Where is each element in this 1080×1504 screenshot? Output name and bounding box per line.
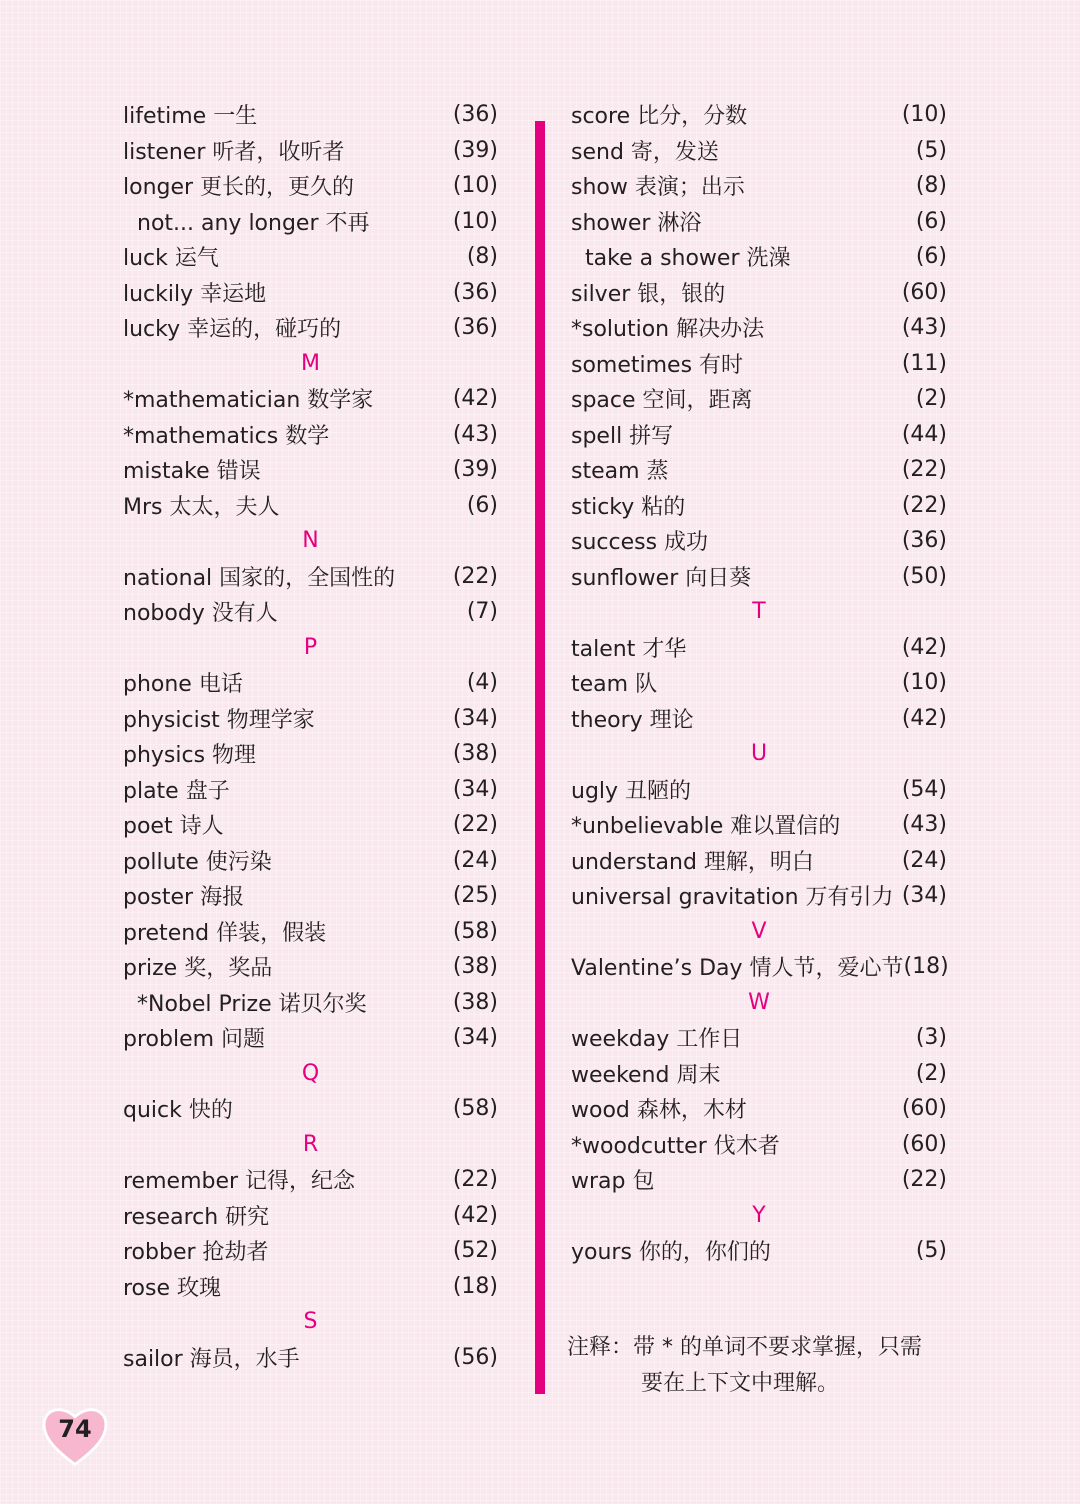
glossary-entry [571, 1162, 947, 1198]
entry-word: rose 玫瑰 [123, 1275, 222, 1301]
entry-word: problem 问题 [123, 1027, 266, 1053]
glossary-entry [571, 630, 947, 666]
glossary-entry [571, 168, 947, 204]
glossary-entry [571, 949, 947, 985]
entry-word: team 队 [571, 672, 658, 698]
glossary-entry [571, 559, 947, 595]
entry-word: robber 抢劫者 [123, 1240, 269, 1266]
glossary-entry [571, 701, 947, 737]
entry-word: poster 海报 [123, 885, 245, 911]
glossary-entry [123, 736, 498, 772]
glossary-entry [571, 772, 947, 808]
entry-word: luckily 幸运地 [123, 281, 267, 307]
entry-lesson-number: (34) [452, 776, 498, 802]
entry-word: listener 听者，收听者 [123, 139, 345, 165]
glossary-entry [123, 1340, 498, 1376]
glossary-entry [571, 665, 947, 701]
entry-word: national 国家的，全国性的 [123, 565, 396, 591]
entry-lesson-number: (42) [452, 1202, 498, 1228]
glossary-entry [571, 807, 947, 843]
entry-word: yours 你的，你们的 [571, 1240, 771, 1266]
entry-word: quick 快的 [123, 1098, 233, 1124]
entry-word: *Nobel Prize 诺贝尔奖 [137, 991, 367, 1017]
entry-lesson-number: (4) [466, 670, 498, 696]
entry-lesson-number: (10) [452, 173, 498, 199]
entry-lesson-number: (58) [452, 918, 498, 944]
entry-lesson-number: (22) [452, 812, 498, 838]
footnote-line-1: 注释：带 * 的单词不要求掌握，只需 [567, 1335, 922, 1360]
glossary-entry [123, 310, 498, 346]
section-letter: N [302, 528, 319, 554]
entry-lesson-number: (22) [452, 563, 498, 589]
entry-word: send 寄，发送 [571, 139, 719, 165]
entry-lesson-number: (22) [901, 492, 947, 518]
glossary-entry [571, 452, 947, 488]
entry-word: universal gravitation 万有引力 [571, 885, 894, 911]
entry-word: poet 诗人 [123, 814, 224, 840]
entry-word: pretend 佯装，假装 [123, 920, 327, 946]
entry-lesson-number: (39) [452, 137, 498, 163]
glossary-entry [123, 594, 498, 630]
glossary-entry [123, 843, 498, 879]
entry-word: prize 奖，奖品 [123, 956, 273, 982]
entry-lesson-number: (43) [901, 315, 947, 341]
glossary-entry [571, 417, 947, 453]
entry-word: spell 拼写 [571, 423, 674, 449]
entry-word: take a shower 洗澡 [585, 246, 791, 272]
entry-lesson-number: (36) [901, 528, 947, 554]
entry-word: *mathematics 数学 [123, 423, 330, 449]
entry-lesson-number: (36) [452, 102, 498, 128]
entry-lesson-number: (60) [901, 279, 947, 305]
glossary-entry [571, 97, 947, 133]
entry-word: show 表演；出示 [571, 175, 745, 201]
entry-word: lucky 幸运的，碰巧的 [123, 317, 342, 343]
entry-lesson-number: (2) [915, 386, 947, 412]
section-letter: V [751, 918, 767, 944]
section-letter: P [303, 634, 318, 660]
glossary-entry [571, 878, 947, 914]
glossary-entry [571, 523, 947, 559]
footnote [567, 1330, 952, 1402]
glossary-entry [123, 488, 498, 524]
glossary-entry [123, 168, 498, 204]
entry-lesson-number: (44) [901, 421, 947, 447]
glossary-entry [123, 1198, 498, 1234]
entry-word: plate 盘子 [123, 778, 230, 804]
glossary-entry [123, 275, 498, 311]
glossary-entry [123, 1269, 498, 1305]
entry-lesson-number: (50) [901, 563, 947, 589]
entry-word: theory 理论 [571, 707, 694, 733]
entry-word: physicist 物理学家 [123, 707, 315, 733]
entry-word: pollute 使污染 [123, 849, 272, 875]
entry-lesson-number: (38) [452, 989, 498, 1015]
entry-lesson-number: (5) [915, 1238, 947, 1264]
section-letter: T [752, 599, 766, 625]
entry-word: sometimes 有时 [571, 352, 744, 378]
entry-lesson-number: (34) [452, 705, 498, 731]
entry-word: *solution 解决办法 [571, 317, 765, 343]
section-letter: M [301, 350, 320, 376]
glossary-entry [123, 239, 498, 275]
glossary-entry [571, 1091, 947, 1127]
glossary-entry [571, 1020, 947, 1056]
glossary-entry [571, 1056, 947, 1092]
entry-lesson-number: (8) [466, 244, 498, 270]
entry-lesson-number: (7) [466, 599, 498, 625]
glossary-entry [571, 381, 947, 417]
entry-lesson-number: (42) [901, 634, 947, 660]
glossary-entry [123, 772, 498, 808]
glossary-entry [123, 914, 498, 950]
entry-word: ugly 丑陋的 [571, 778, 692, 804]
entry-word: weekday 工作日 [571, 1027, 743, 1053]
entry-lesson-number: (39) [452, 457, 498, 483]
entry-lesson-number: (18) [452, 1273, 498, 1299]
entry-word: wood 森林，木材 [571, 1098, 747, 1124]
entry-word: weekend 周末 [571, 1062, 721, 1088]
entry-lesson-number: (10) [901, 670, 947, 696]
section-letter: R [302, 1131, 319, 1157]
entry-lesson-number: (24) [901, 847, 947, 873]
glossary-entry [123, 807, 498, 843]
entry-lesson-number: (6) [466, 492, 498, 518]
entry-word: score 比分，分数 [571, 104, 748, 130]
entry-lesson-number: (52) [452, 1238, 498, 1264]
entry-word: research 研究 [123, 1204, 270, 1230]
glossary-entry [571, 275, 947, 311]
entry-word: Valentine’s Day 情人节，爱心节 [571, 956, 904, 982]
glossary-entry [571, 488, 947, 524]
entry-word: physics 物理 [123, 743, 257, 769]
glossary-entry [123, 1020, 498, 1056]
entry-lesson-number: (22) [901, 1167, 947, 1193]
entry-lesson-number: (25) [452, 883, 498, 909]
glossary-entry [571, 1233, 947, 1269]
entry-lesson-number: (34) [901, 883, 947, 909]
entry-lesson-number: (60) [901, 1131, 947, 1157]
entry-word: sticky 粘的 [571, 494, 686, 520]
section-letter: W [748, 989, 770, 1015]
entry-lesson-number: (56) [452, 1344, 498, 1370]
glossary-entry [123, 204, 498, 240]
entry-lesson-number: (38) [452, 954, 498, 980]
entry-word: shower 淋浴 [571, 210, 702, 236]
entry-word: understand 理解，明白 [571, 849, 814, 875]
entry-word: longer 更长的，更久的 [123, 175, 355, 201]
entry-lesson-number: (24) [452, 847, 498, 873]
glossary-entry [123, 985, 498, 1021]
glossary-entry [123, 665, 498, 701]
entry-lesson-number: (22) [901, 457, 947, 483]
entry-word: mistake 错误 [123, 459, 261, 485]
entry-word: Mrs 太太，夫人 [123, 494, 280, 520]
glossary-entry [571, 843, 947, 879]
entry-word: *woodcutter 伐木者 [571, 1133, 780, 1159]
entry-word: not... any longer 不再 [137, 210, 370, 236]
glossary-entry [571, 1127, 947, 1163]
glossary-entry [571, 310, 947, 346]
entry-word: silver 银，银的 [571, 281, 726, 307]
entry-word: steam 蒸 [571, 459, 669, 485]
entry-word: *unbelievable 难以置信的 [571, 814, 841, 840]
entry-lesson-number: (42) [901, 705, 947, 731]
entry-lesson-number: (18) [903, 954, 949, 980]
entry-word: nobody 没有人 [123, 601, 278, 627]
glossary-entry [123, 417, 498, 453]
entry-lesson-number: (10) [901, 102, 947, 128]
column-divider [535, 121, 545, 1394]
entry-word: talent 才华 [571, 636, 687, 662]
glossary-right-column [571, 97, 947, 1269]
footnote-line-2: 要在上下文中理解。 [641, 1371, 840, 1396]
entry-word: sailor 海员，水手 [123, 1346, 300, 1372]
entry-lesson-number: (8) [915, 173, 947, 199]
entry-lesson-number: (22) [452, 1167, 498, 1193]
glossary-entry [123, 559, 498, 595]
glossary-entry [123, 133, 498, 169]
entry-word: phone 电话 [123, 672, 243, 698]
glossary-entry [123, 1091, 498, 1127]
section-letter: U [750, 741, 768, 767]
glossary-entry [123, 97, 498, 133]
glossary-entry [123, 701, 498, 737]
entry-lesson-number: (11) [901, 350, 947, 376]
page-number: 74 [58, 1415, 92, 1443]
glossary-entry [123, 381, 498, 417]
entry-lesson-number: (43) [901, 812, 947, 838]
entry-lesson-number: (10) [452, 208, 498, 234]
section-letter: Q [301, 1060, 320, 1086]
entry-lesson-number: (38) [452, 741, 498, 767]
section-letter: S [303, 1309, 318, 1335]
entry-lesson-number: (36) [452, 279, 498, 305]
entry-lesson-number: (54) [901, 776, 947, 802]
glossary-left-column [123, 97, 498, 1375]
entry-lesson-number: (60) [901, 1096, 947, 1122]
glossary-entry [571, 239, 947, 275]
entry-word: success 成功 [571, 530, 709, 556]
glossary-entry [123, 878, 498, 914]
entry-lesson-number: (58) [452, 1096, 498, 1122]
entry-word: lifetime 一生 [123, 104, 258, 130]
glossary-entry [571, 133, 947, 169]
entry-word: wrap 包 [571, 1169, 655, 1195]
entry-lesson-number: (43) [452, 421, 498, 447]
glossary-entry [123, 452, 498, 488]
entry-word: *mathematician 数学家 [123, 388, 374, 414]
entry-word: luck 运气 [123, 246, 219, 272]
glossary-entry [123, 949, 498, 985]
entry-word: remember 记得，纪念 [123, 1169, 356, 1195]
glossary-entry [571, 346, 947, 382]
glossary-entry [571, 204, 947, 240]
entry-lesson-number: (3) [915, 1025, 947, 1051]
entry-word: space 空间，距离 [571, 388, 753, 414]
section-letter: Y [752, 1202, 766, 1228]
entry-lesson-number: (2) [915, 1060, 947, 1086]
entry-lesson-number: (42) [452, 386, 498, 412]
entry-lesson-number: (6) [915, 244, 947, 270]
entry-lesson-number: (6) [915, 208, 947, 234]
entry-lesson-number: (5) [915, 137, 947, 163]
entry-lesson-number: (34) [452, 1025, 498, 1051]
glossary-entry [123, 1162, 498, 1198]
entry-word: sunflower 向日葵 [571, 565, 752, 591]
glossary-entry [123, 1233, 498, 1269]
entry-lesson-number: (36) [452, 315, 498, 341]
